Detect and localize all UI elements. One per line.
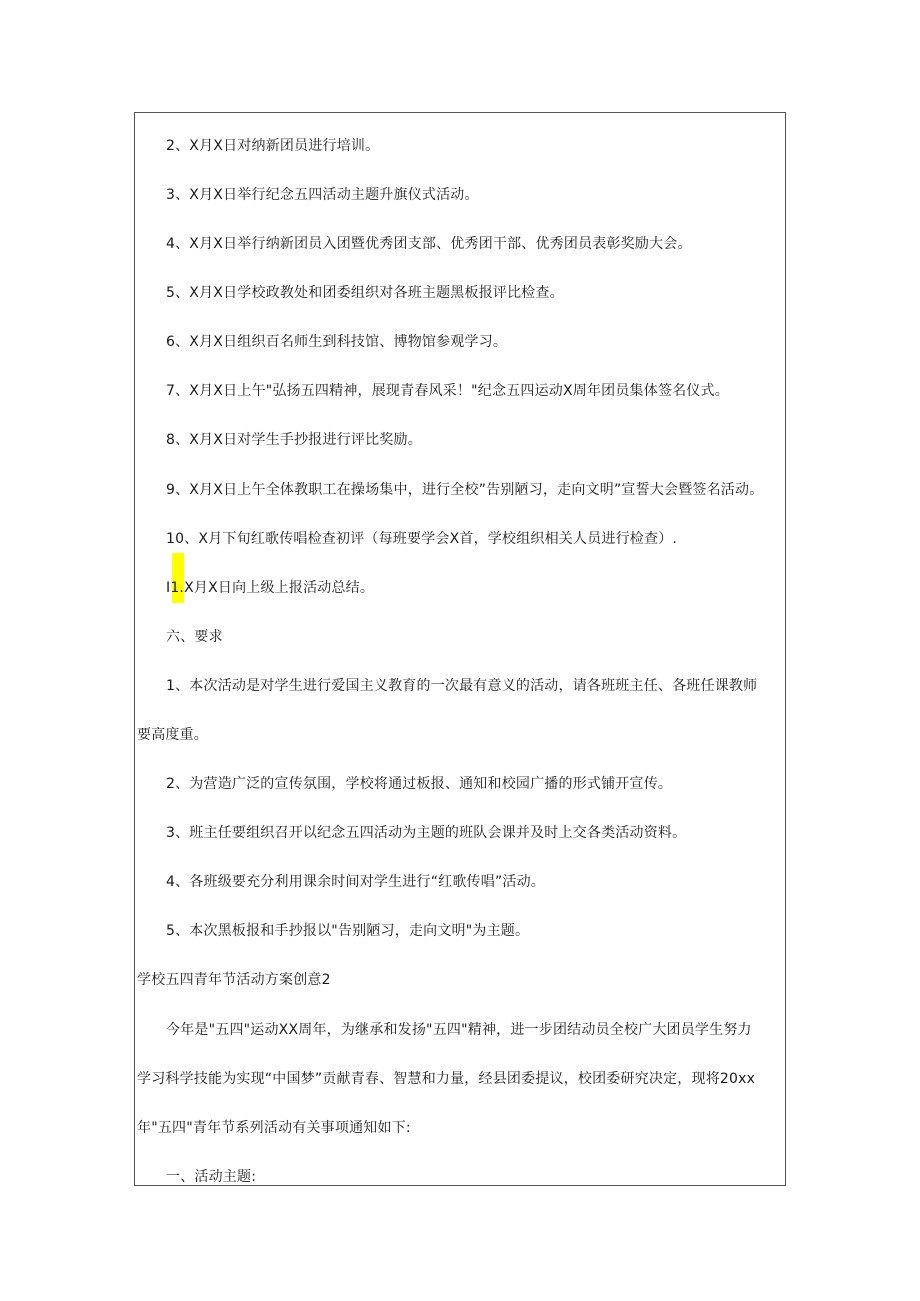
paragraph-line: 要高度重。 [137, 727, 208, 743]
paragraph-line: 1、本次活动是对学生进行爱国主义教育的一次最有意义的活动，请各班班主任、各班任课教师 [166, 678, 758, 694]
list-item: 10、X月下旬红歌传唱检查初评（每班要学会X首，学校组织相关人员进行检查）. [166, 531, 678, 547]
section-heading: 六、要求 [166, 629, 223, 645]
paragraph-line: 学习科学技能为实现“中国梦”贡献青春、智慧和力量，经县团委提议，校团委研究决定，现将20xx [137, 1071, 756, 1087]
document-title: 学校五四青年节活动方案创意2 [137, 972, 331, 988]
list-item: 3、X月X日举行纪念五四活动主题升旗仪式活动。 [166, 187, 479, 203]
list-item: 2、X月X日对纳新团员进行培训。 [166, 138, 380, 154]
list-item: 5、X月X日学校政教处和团委组织对各班主题黑板报评比检查。 [166, 285, 564, 301]
list-item: 8、X月X日对学生手抄报进行评比奖励。 [166, 432, 422, 448]
list-item: 2、为营造广泛的宣传氛围，学校将通过板报、通知和校园广播的形式铺开宣传。 [166, 776, 673, 792]
list-item: 6、X月X日组织百名师生到科技馆、博物馆参观学习。 [166, 334, 508, 350]
paragraph-line: 年"五四"青年节系列活动有关事项通知如下: [137, 1120, 411, 1136]
list-item: 4、X月X日举行纳新团员入团暨优秀团支部、优秀团干部、优秀团员表彰奖励大会。 [166, 236, 692, 252]
list-item: 4、各班级要充分利用课余时间对学生进行“红歌传唱”活动。 [166, 874, 546, 890]
section-heading: 一、活动主题: [166, 1169, 257, 1185]
list-item: I1.X月X日向上级上报活动总结。 [166, 580, 375, 596]
list-item: 9、X月X日上午全体教职工在操场集中，进行全校”告别陋习，走向文明”宣誓大会暨签名活动。 [166, 482, 764, 498]
paragraph-line: 今年是"五四"运动XX周年，为继承和发扬"五四"精神，进一步团结动员全校广大团员学生努力 [166, 1022, 752, 1038]
list-item: 7、X月X日上午"弘扬五四精神，展现青春风采！"纪念五四运动X周年团员集体签名仪式。 [166, 383, 729, 399]
list-item: 5、本次黑板报和手抄报以"告别陋习，走向文明"为主题。 [166, 923, 530, 939]
list-item: 3、班主任要组织召开以纪念五四活动为主题的班队会课并及时上交各类活动资料。 [166, 825, 687, 841]
